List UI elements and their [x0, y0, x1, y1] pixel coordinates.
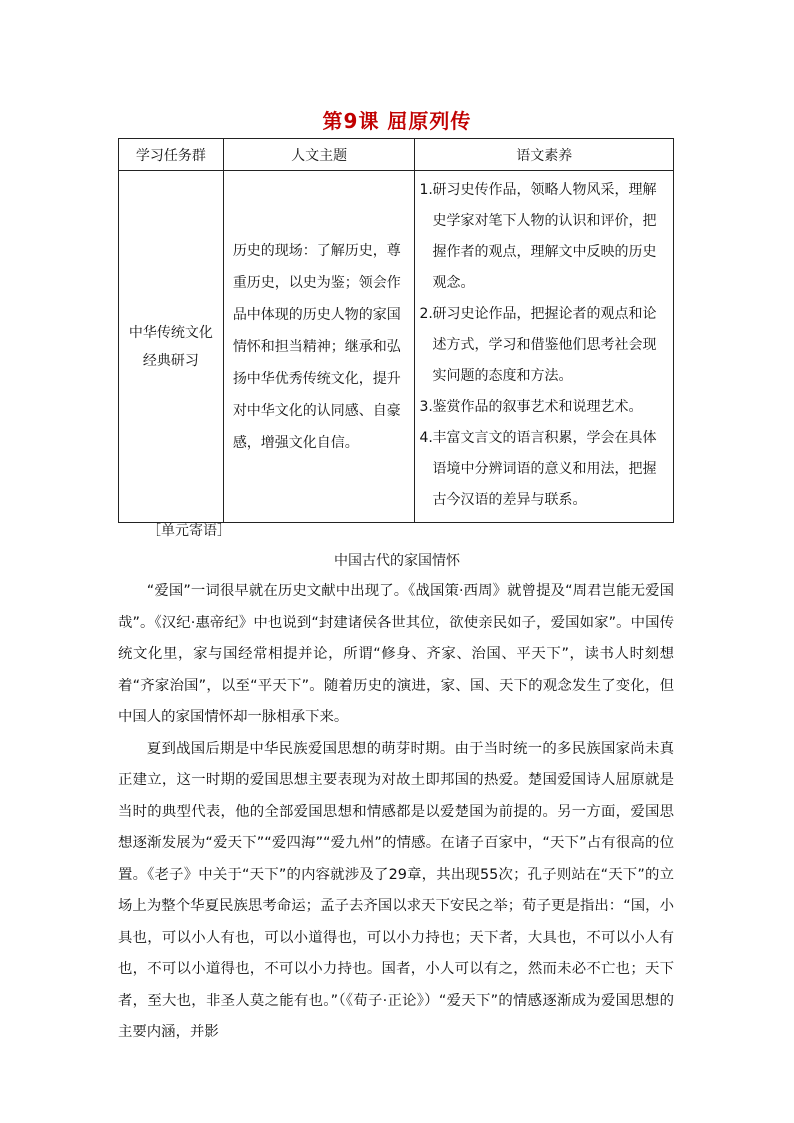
essay-paragraph: “爱国”一词很早就在历史文献中出现了。《战国策·西周》就曾提及“周君岂能无爱国哉”。《汉纪·惠帝纪》中也说到“封建诸侯各世其位，欲使亲民如子，爱国如家”。中国传统文化里，家与国经常相提并论，所谓“修身、齐家、治国、平天下”，读书人时刻想着“齐家治国”，以至“平天下”。随着历史的演进，家、国、天下的观念发生了变化，但中国人的家国情怀却一脉相承下来。: [118, 583, 674, 725]
literacy-item: [419, 392, 665, 423]
course-info-table: [118, 138, 674, 523]
header-task-group: 学习任务群: [119, 139, 224, 171]
literacy-item-text: 研习史论作品，把握论者的观点和论述方式，学习和借鉴他们思考社会现实问题的态度和方法。: [432, 306, 657, 384]
literacy-item-text: 鉴赏作品的叙事艺术和说理艺术。: [432, 399, 643, 415]
literacy-item: [419, 423, 665, 516]
task-group-cell: [119, 171, 224, 523]
literacy-item-number: 3.: [419, 399, 433, 415]
literacy-cell: [415, 171, 674, 523]
literacy-item-text: 研习史传作品，领略人物风采，理解史学家对笔下人物的认识和评价，把握作者的观点，理解文中反映的历史观念。: [432, 182, 657, 291]
literacy-item: [419, 175, 665, 299]
literacy-item-number: 2.: [419, 306, 433, 322]
literacy-item-number: 4.: [419, 430, 433, 446]
lesson-title: 第9课 屈原列传: [322, 109, 472, 133]
table-row: [119, 171, 674, 523]
literacy-item: [419, 299, 665, 392]
header-theme: 人文主题: [223, 139, 415, 171]
essay-title: 中国古代的家国情怀: [334, 553, 460, 569]
theme-text: 历史的现场：了解历史，尊重历史，以史为鉴；领会作品中体现的历史人物的家国情怀和担当精神；继承和弘扬中华优秀传统文化，提升对中华文化的认同感、自豪感，增强文化自信。: [232, 242, 401, 451]
table-header-row: [119, 139, 674, 171]
literacy-item-number: 1.: [419, 182, 433, 198]
essay-paragraph: 夏到战国后期是中华民族爱国思想的萌芽时期。由于当时统一的多民族国家尚未真正建立，这一时期的爱国思想主要表现为对故土即邦国的热爱。楚国爱国诗人屈原就是当时的典型代表，他的全部爱国思想和情感都是以爱楚国为前提的。另一方面，爱国思想逐渐发展为“爱天下”“爱四海”“爱九州”的情感。在诸子百家中，“天下”占有很高的位置。《老子》中关于“天下”的内容就涉及了29章，共出现55次；孔子则站在“天下”的立场上为整个华夏民族思考命运；孟子去齐国以求天下安民之举；荀子更是指出：“国，小具也，可以小人有也，可以小道得也，可以小力持也；天下者，大具也，不可以小人有也，不可以小道得也，不可以小力持也。国者，小人可以有之，然而未必不亡也；天下者，至大也，非圣人莫之能有也。”（《荀子·正论》）“爱天下”的情感逐渐成为爱国思想的主要内涵，并影: [118, 740, 674, 1040]
unit-message-label: ［单元寄语］: [147, 523, 231, 539]
header-literacy: 语文素养: [415, 139, 674, 171]
task-group-text: 中华传统文化经典研习: [128, 324, 213, 369]
essay-body: [118, 576, 674, 1049]
theme-cell: [223, 171, 415, 523]
literacy-item-text: 丰富文言文的语言积累，学会在具体语境中分辨词语的意义和用法，把握古今汉语的差异与联系。: [432, 430, 657, 508]
